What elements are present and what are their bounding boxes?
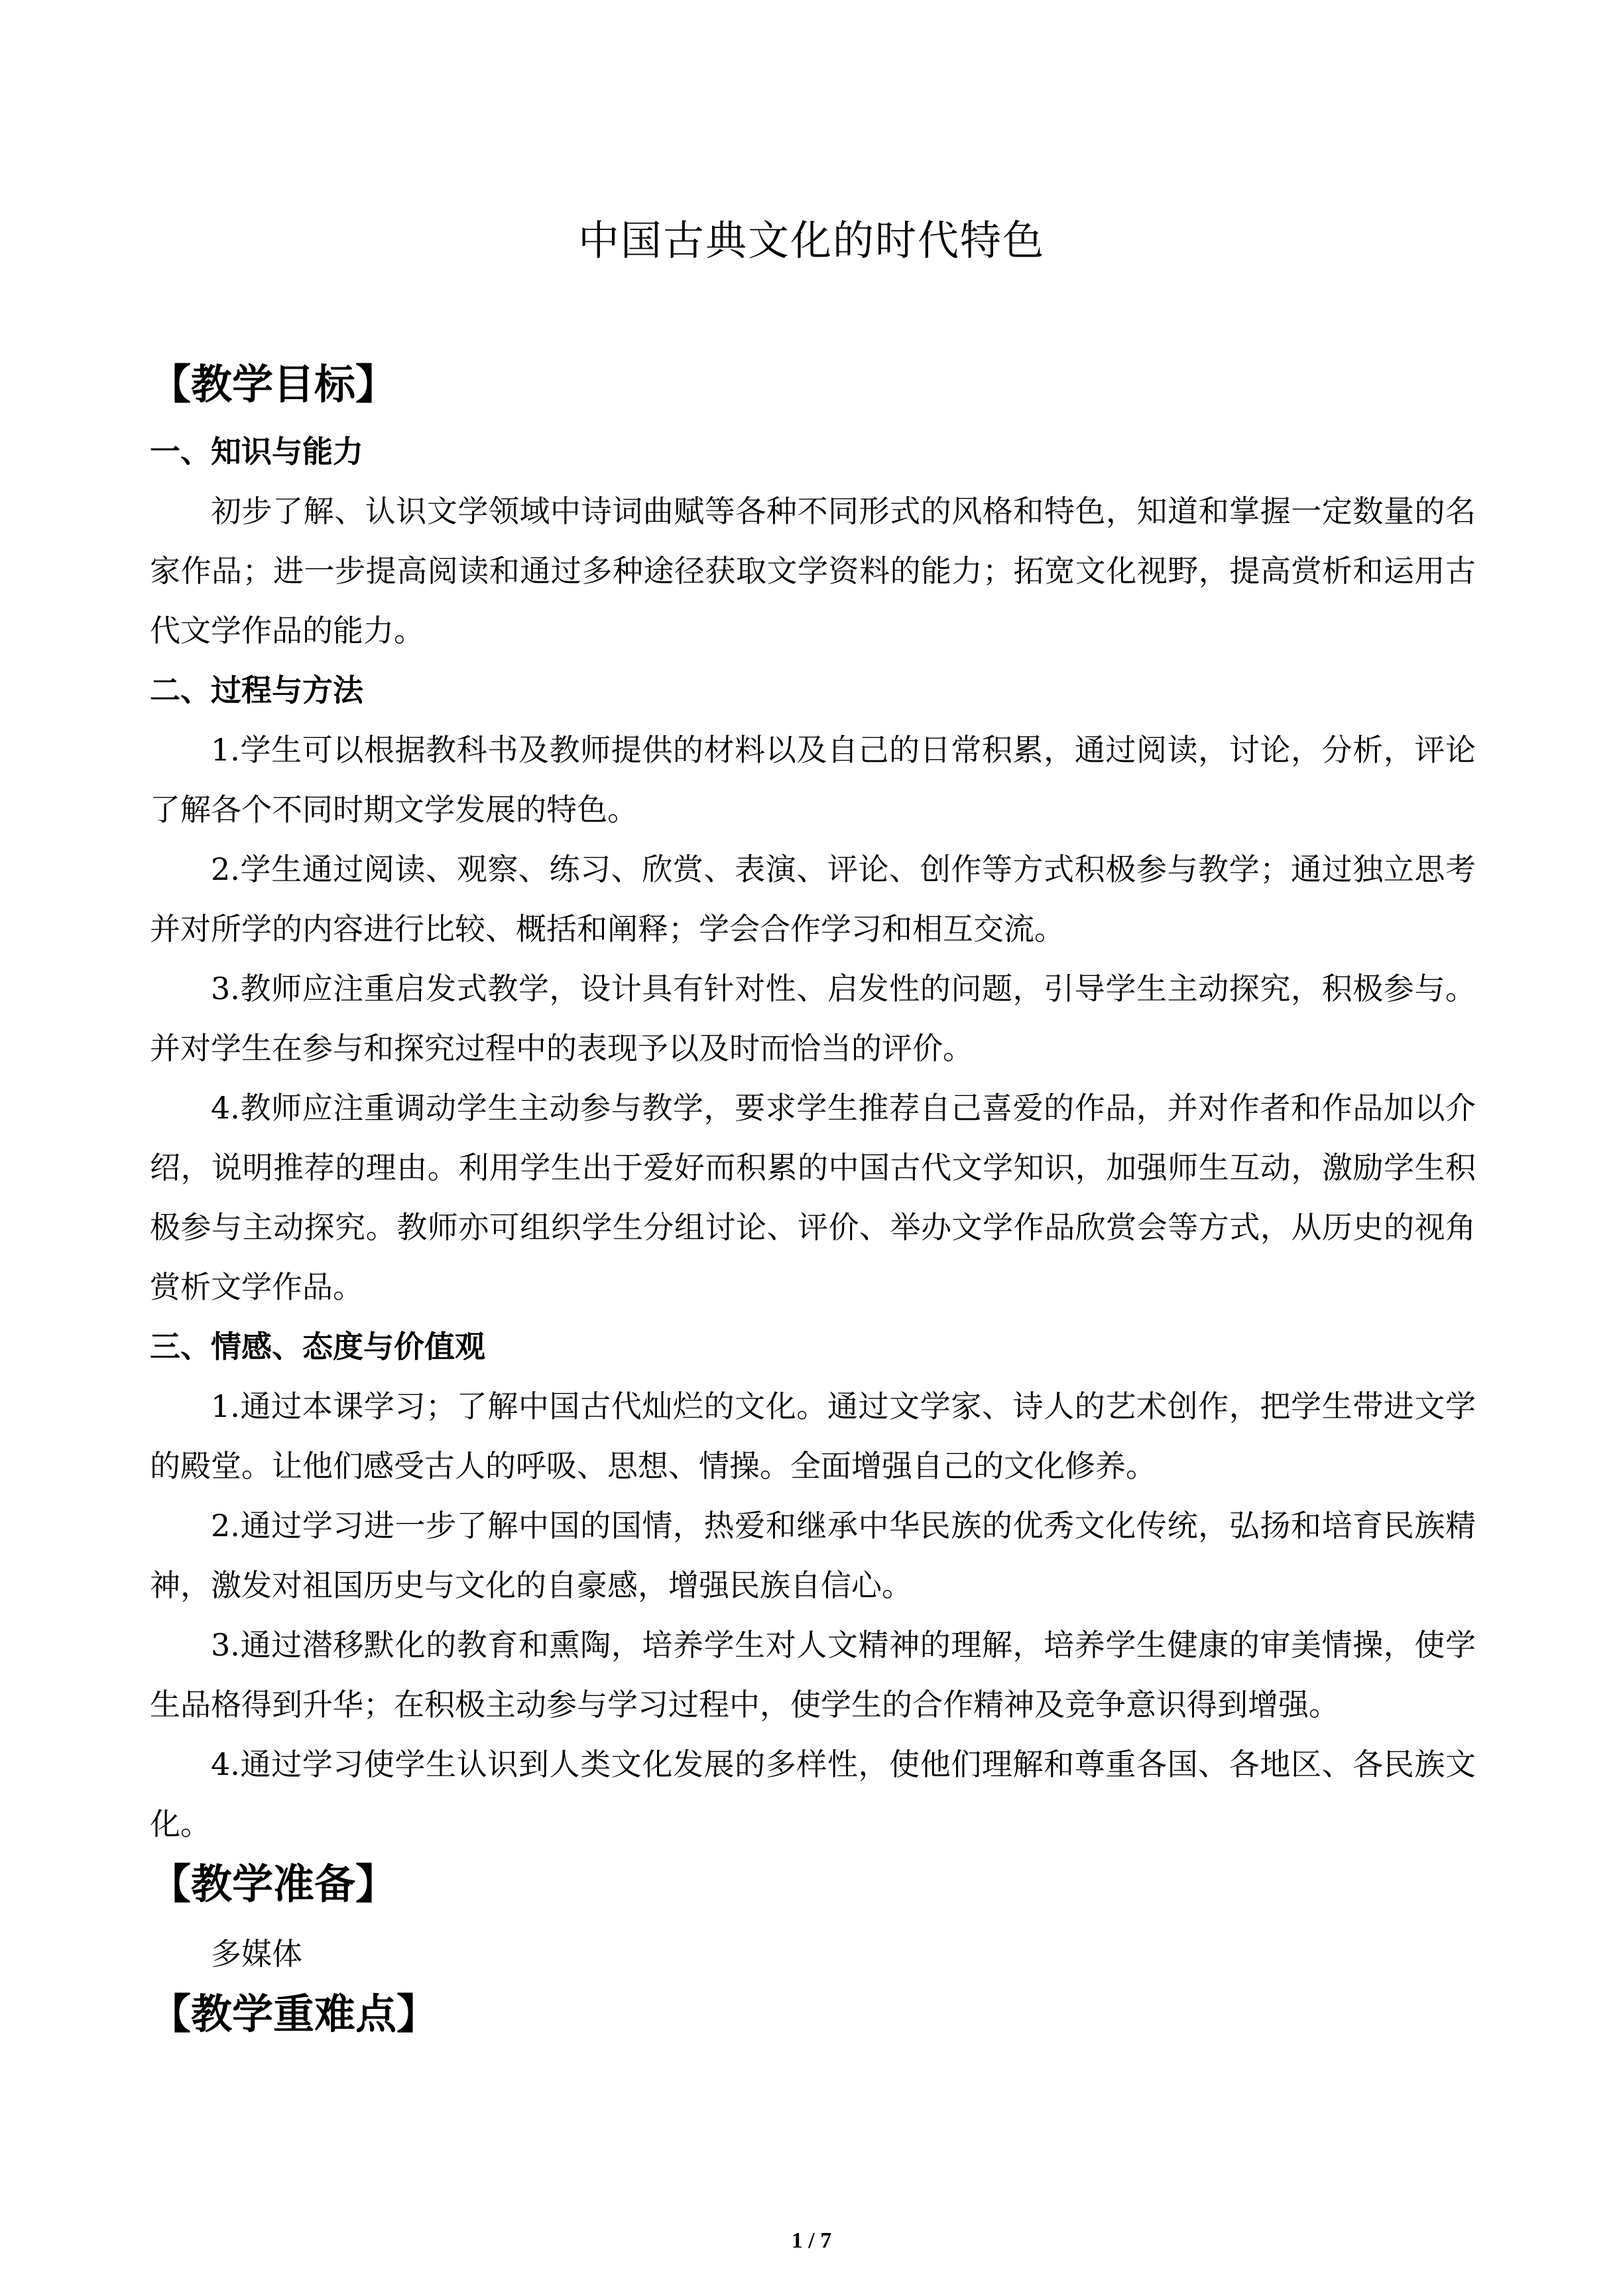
paragraph: 1.学生可以根据教科书及教师提供的材料以及自己的日常积累，通过阅读，讨论，分析，评论了解各个不同时期文学发展的特色。 xyxy=(150,732,1476,827)
subheading-process-method: 二、过程与方法 xyxy=(150,672,363,708)
section-heading-preparation: 【教学准备】 xyxy=(150,1860,397,1908)
subheading-emotion-values: 三、情感、态度与价值观 xyxy=(150,1329,485,1364)
page-number: 1 / 7 xyxy=(791,2228,832,2253)
document-body xyxy=(150,354,1476,2045)
preparation-text: 多媒体 xyxy=(211,1936,302,1972)
subheading-knowledge-ability: 一、知识与能力 xyxy=(150,434,363,469)
paragraph: 2.通过学习进一步了解中国的国情，热爱和继承中华民族的优秀文化传统，弘扬和培育民族精神，激发对祖国历史与文化的自豪感，增强民族自信心。 xyxy=(150,1508,1476,1603)
paragraph: 4.教师应注重调动学生主动参与教学，要求学生推荐自己喜爱的作品，并对作者和作品加以介绍，说明推荐的理由。利用学生出于爱好而积累的中国古代文学知识，加强师生互动，激励学生积极参与主动探究。教师亦可组织学生分组讨论、评价、举办文学作品欣赏会等方式，从历史的视角赏析文学作品。 xyxy=(150,1090,1476,1305)
paragraph: 初步了解、认识文学领域中诗词曲赋等各种不同形式的风格和特色，知道和掌握一定数量的名家作品；进一步提高阅读和通过多种途径获取文学资料的能力；拓宽文化视野，提高赏析和运用古代文学作品的能力。 xyxy=(150,493,1476,648)
paragraph: 4.通过学习使学生认识到人类文化发展的多样性，使他们理解和尊重各国、各地区、各民族文化。 xyxy=(150,1746,1476,1842)
paragraph: 1.通过本课学习；了解中国古代灿烂的文化。通过文学家、诗人的艺术创作，把学生带进文学的殿堂。让他们感受古人的呼吸、思想、情操。全面增强自己的文化修养。 xyxy=(150,1388,1476,1484)
paragraph: 2.学生通过阅读、观察、练习、欣赏、表演、评论、创作等方式积极参与教学；通过独立思考并对所学的内容进行比较、概括和阐释；学会合作学习和相互交流。 xyxy=(150,851,1476,947)
paragraph: 3.教师应注重启发式教学，设计具有针对性、启发性的问题，引导学生主动探究，积极参与。并对学生在参与和探究过程中的表现予以及时而恰当的评价。 xyxy=(150,971,1476,1066)
section-heading-objectives: 【教学目标】 xyxy=(150,360,397,408)
section-heading-key-points: 【教学重难点】 xyxy=(150,1990,438,2038)
page-title: 中国古典文化的时代特色 xyxy=(577,216,1045,265)
paragraph: 3.通过潜移默化的教育和熏陶，培养学生对人文精神的理解，培养学生健康的审美情操，使学生品格得到升华；在积极主动参与学习过程中，使学生的合作精神及竞争意识得到增强。 xyxy=(150,1627,1476,1722)
